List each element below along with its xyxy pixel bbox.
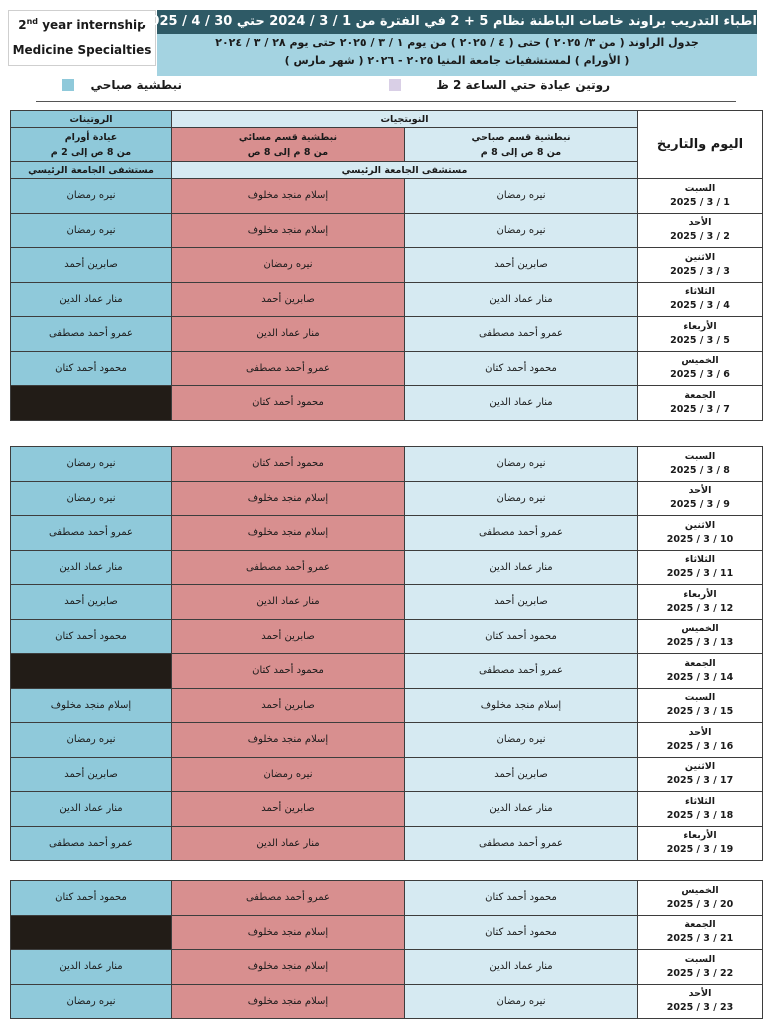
routine-cell: نيره رمضان [11, 723, 172, 758]
morning-shift-cell: صابرين أحمد [405, 248, 638, 283]
specialty-label: Medicine Specialties [12, 43, 152, 57]
day-name: الأحد [688, 485, 712, 497]
morning-shift-cell: عمرو أحمد مصطفى [405, 516, 638, 551]
evening-shift-cell: إسلام منجد مخلوف [172, 984, 405, 1019]
evening-shift-cell: إسلام منجد مخلوف [172, 516, 405, 551]
day-name: السبت [684, 182, 716, 194]
internship-year-label: 2nd year internship [18, 17, 146, 32]
morning-shift-cell: محمود أحمد كتان [405, 619, 638, 654]
routine-off-cell [11, 386, 172, 421]
day-date-cell [638, 585, 763, 620]
schedule-row [11, 757, 763, 792]
group-shifts-header: النوبتجيات [172, 111, 638, 128]
morning-shift-cell: محمود أحمد كتان [405, 351, 638, 386]
legend-routine-label: روتين عيادة حتي الساعة 2 ظ [436, 78, 610, 92]
schedule-row [11, 915, 763, 950]
schedule-row [11, 447, 763, 482]
morning-shift-cell: صابرين أحمد [405, 585, 638, 620]
routine-cell: عمرو أحمد مصطفى [11, 317, 172, 352]
morning-shift-cell: عمرو أحمد مصطفى [405, 654, 638, 689]
day-date-cell [638, 984, 763, 1019]
routine-cell: صابرين أحمد [11, 757, 172, 792]
day-date: 2025 / 3 / 22 [666, 967, 734, 979]
day-name: الأحد [688, 217, 712, 229]
evening-shift-cell: محمود أحمد كتان [172, 386, 405, 421]
morning-shift-cell: صابرين أحمد [405, 757, 638, 792]
schedule-row [11, 179, 763, 214]
page-title: اطباء التدريب براوند خاصات الباطنة نظام 5 + 2 في الفترة من 1 / 3 / 2024 حتي 30 / 4 / 2025 [157, 10, 757, 34]
subtitle-line-1: جدول الراوند ( من ٣/ ٢٠٢٥ ) حتى ( ٤ / ٢٠٢٥ ) من يوم ١ / ٣ / ٢٠٢٥ حتى يوم ٢٨ / ٣ / ٢٠٢٤ [215, 36, 699, 49]
evening-shift-cell: نيره رمضان [172, 248, 405, 283]
schedule-row [11, 619, 763, 654]
morning-shift-cell: نيره رمضان [405, 447, 638, 482]
day-date-cell [638, 248, 763, 283]
day-date-cell [638, 550, 763, 585]
day-name: الأحد [688, 726, 712, 738]
schedule-row [11, 688, 763, 723]
routine-cell: محمود أحمد كتان [11, 881, 172, 916]
routine-cell: صابرين أحمد [11, 248, 172, 283]
day-date-cell [638, 826, 763, 861]
day-name: الأربعاء [683, 588, 717, 600]
schedule-row [11, 792, 763, 827]
routine-cell: منار عماد الدين [11, 950, 172, 985]
schedule-row [11, 248, 763, 283]
legend-routine-swatch [389, 79, 401, 91]
day-date-cell [638, 351, 763, 386]
routine-cell: صابرين أحمد [11, 585, 172, 620]
morning-shift-cell: عمرو أحمد مصطفى [405, 826, 638, 861]
schedule-row [11, 386, 763, 421]
day-date-cell [638, 792, 763, 827]
day-date-cell [638, 282, 763, 317]
day-name: الجمعة [684, 657, 716, 669]
evening-shift-cell: إسلام منجد مخلوف [172, 179, 405, 214]
schedule-row [11, 351, 763, 386]
evening-shift-cell: عمرو أحمد مصطفى [172, 881, 405, 916]
day-date: 2025 / 3 / 20 [666, 898, 734, 910]
routine-off-cell [11, 654, 172, 689]
schedule-row [11, 481, 763, 516]
day-date-cell [638, 179, 763, 214]
day-date: 2025 / 3 / 14 [666, 671, 734, 683]
evening-shift-cell: صابرين أحمد [172, 792, 405, 827]
day-name: السبت [684, 450, 716, 462]
day-date-cell [638, 757, 763, 792]
day-name: الأحد [688, 988, 712, 1000]
evening-shift-cell: إسلام منجد مخلوف [172, 481, 405, 516]
day-name: الثلاثاء [685, 554, 715, 566]
schedule-row [11, 826, 763, 861]
day-date: 2025 / 3 / 5 [670, 334, 730, 346]
evening-shift-cell: إسلام منجد مخلوف [172, 213, 405, 248]
morning-shift-cell: نيره رمضان [405, 213, 638, 248]
schedule-row [11, 317, 763, 352]
day-date-cell [638, 481, 763, 516]
day-date-cell [638, 619, 763, 654]
day-date-cell [638, 881, 763, 916]
schedule-row [11, 723, 763, 758]
evening-shift-cell: منار عماد الدين [172, 826, 405, 861]
divider [36, 101, 736, 102]
morning-shift-cell: نيره رمضان [405, 984, 638, 1019]
day-date: 2025 / 3 / 4 [670, 300, 730, 312]
routine-off-cell [11, 915, 172, 950]
morning-shift-cell: منار عماد الدين [405, 282, 638, 317]
day-date-cell [638, 950, 763, 985]
morning-shift-cell: محمود أحمد كتان [405, 915, 638, 950]
evening-column-header [172, 128, 405, 162]
evening-shift-cell: منار عماد الدين [172, 317, 405, 352]
schedule-row [11, 213, 763, 248]
routine-cell: عمرو أحمد مصطفى [11, 516, 172, 551]
morning-shift-cell: منار عماد الدين [405, 386, 638, 421]
day-date: 2025 / 3 / 23 [666, 1002, 734, 1014]
evening-shift-cell: إسلام منجد مخلوف [172, 723, 405, 758]
routine-column-time: من 8 ص إلى 2 م [50, 146, 132, 158]
routine-cell: منار عماد الدين [11, 550, 172, 585]
day-name: الخميس [681, 355, 719, 367]
routine-cell: نيره رمضان [11, 447, 172, 482]
schedule-row [11, 881, 763, 916]
routine-cell: نيره رمضان [11, 481, 172, 516]
evening-shift-cell: محمود أحمد كتان [172, 447, 405, 482]
internship-label-box [8, 10, 156, 66]
day-name: الجمعة [684, 919, 716, 931]
routine-cell: إسلام منجد مخلوف [11, 688, 172, 723]
schedule-row [11, 984, 763, 1019]
day-date: 2025 / 3 / 2 [670, 231, 730, 243]
morning-column-header [405, 128, 638, 162]
routine-cell: عمرو أحمد مصطفى [11, 826, 172, 861]
morning-shift-cell: نيره رمضان [405, 723, 638, 758]
evening-shift-cell: صابرين أحمد [172, 282, 405, 317]
evening-column-time: من 8 م إلى 8 ص [247, 146, 329, 158]
day-date: 2025 / 3 / 13 [666, 637, 734, 649]
evening-shift-cell: محمود أحمد كتان [172, 654, 405, 689]
evening-shift-cell: عمرو أحمد مصطفى [172, 351, 405, 386]
evening-shift-cell: عمرو أحمد مصطفى [172, 550, 405, 585]
evening-shift-cell: صابرين أحمد [172, 619, 405, 654]
evening-shift-cell: نيره رمضان [172, 757, 405, 792]
schedule-table-2 [10, 446, 763, 861]
morning-shift-cell: منار عماد الدين [405, 950, 638, 985]
day-date-cell [638, 447, 763, 482]
shifts-hospital-label: مستشفى الجامعة الرئيسي [172, 162, 638, 179]
morning-shift-cell: منار عماد الدين [405, 550, 638, 585]
day-name: الأربعاء [683, 830, 717, 842]
day-date: 2025 / 3 / 3 [670, 265, 730, 277]
routine-column-header [11, 128, 172, 162]
routine-cell: نيره رمضان [11, 984, 172, 1019]
schedule-row [11, 585, 763, 620]
schedule-table-1 [10, 110, 763, 421]
day-date: 2025 / 3 / 1 [670, 196, 730, 208]
day-name: الاثنين [684, 519, 716, 531]
day-date: 2025 / 3 / 8 [670, 464, 730, 476]
legend-morning-swatch [62, 79, 74, 91]
evening-shift-cell: إسلام منجد مخلوف [172, 915, 405, 950]
day-name: الثلاثاء [685, 286, 715, 298]
day-date: 2025 / 3 / 15 [666, 706, 734, 718]
morning-shift-cell: إسلام منجد مخلوف [405, 688, 638, 723]
schedule-row [11, 516, 763, 551]
legend-morning-label: نبطشية صباحي [90, 78, 182, 92]
day-date: 2025 / 3 / 7 [670, 403, 730, 415]
day-name: الثلاثاء [685, 795, 715, 807]
day-date: 2025 / 3 / 12 [666, 602, 734, 614]
day-date: 2025 / 3 / 9 [670, 499, 730, 511]
day-date: 2025 / 3 / 11 [666, 568, 734, 580]
day-date-cell [638, 688, 763, 723]
day-date-cell [638, 516, 763, 551]
day-name: الاثنين [684, 761, 716, 773]
morning-column-title: نبطشية قسم صباحي [471, 131, 571, 143]
morning-shift-cell: منار عماد الدين [405, 792, 638, 827]
day-name: الخميس [681, 884, 719, 896]
day-name: الجمعة [684, 389, 716, 401]
evening-shift-cell: صابرين أحمد [172, 688, 405, 723]
routine-cell: محمود أحمد كتان [11, 351, 172, 386]
day-name: السبت [684, 692, 716, 704]
routine-cell: محمود أحمد كتان [11, 619, 172, 654]
routine-column-title: عيادة أورام [64, 131, 118, 143]
day-date-cell [638, 386, 763, 421]
day-date-cell [638, 723, 763, 758]
routine-hospital-label: مستشفى الجامعة الرئيسي [11, 162, 172, 179]
morning-shift-cell: عمرو أحمد مصطفى [405, 317, 638, 352]
routine-cell: نيره رمضان [11, 179, 172, 214]
day-date-cell [638, 915, 763, 950]
schedule-row [11, 282, 763, 317]
group-routines-header: الروتينات [11, 111, 172, 128]
day-name: الخميس [681, 623, 719, 635]
morning-shift-cell: نيره رمضان [405, 179, 638, 214]
subtitle-box [157, 34, 757, 76]
day-date-header: اليوم والتاريخ [638, 111, 763, 179]
day-name: السبت [684, 953, 716, 965]
day-date: 2025 / 3 / 6 [670, 369, 730, 381]
day-date-cell [638, 213, 763, 248]
subtitle-line-2: ( الأورام ) لمستشفيات جامعة المنيا ٢٠٢٥ - ٢٠٢٦ ( شهر مارس ) [284, 54, 630, 67]
morning-shift-cell: محمود أحمد كتان [405, 881, 638, 916]
evening-column-title: نبطشية قسم مسائي [238, 131, 338, 143]
day-name: الاثنين [684, 251, 716, 263]
routine-cell: منار عماد الدين [11, 792, 172, 827]
evening-shift-cell: إسلام منجد مخلوف [172, 950, 405, 985]
morning-column-time: من 8 ص إلى 8 م [480, 146, 562, 158]
routine-cell: منار عماد الدين [11, 282, 172, 317]
day-date: 2025 / 3 / 10 [666, 533, 734, 545]
schedule-row [11, 950, 763, 985]
day-date: 2025 / 3 / 17 [666, 775, 734, 787]
evening-shift-cell: منار عماد الدين [172, 585, 405, 620]
morning-shift-cell: نيره رمضان [405, 481, 638, 516]
schedule-table-3 [10, 880, 763, 1019]
day-date: 2025 / 3 / 16 [666, 740, 734, 752]
day-date-cell [638, 317, 763, 352]
day-date: 2025 / 3 / 19 [666, 844, 734, 856]
routine-cell: نيره رمضان [11, 213, 172, 248]
day-name: الأربعاء [683, 320, 717, 332]
schedule-row [11, 654, 763, 689]
day-date-cell [638, 654, 763, 689]
schedule-row [11, 550, 763, 585]
day-date: 2025 / 3 / 21 [666, 933, 734, 945]
day-date: 2025 / 3 / 18 [666, 809, 734, 821]
